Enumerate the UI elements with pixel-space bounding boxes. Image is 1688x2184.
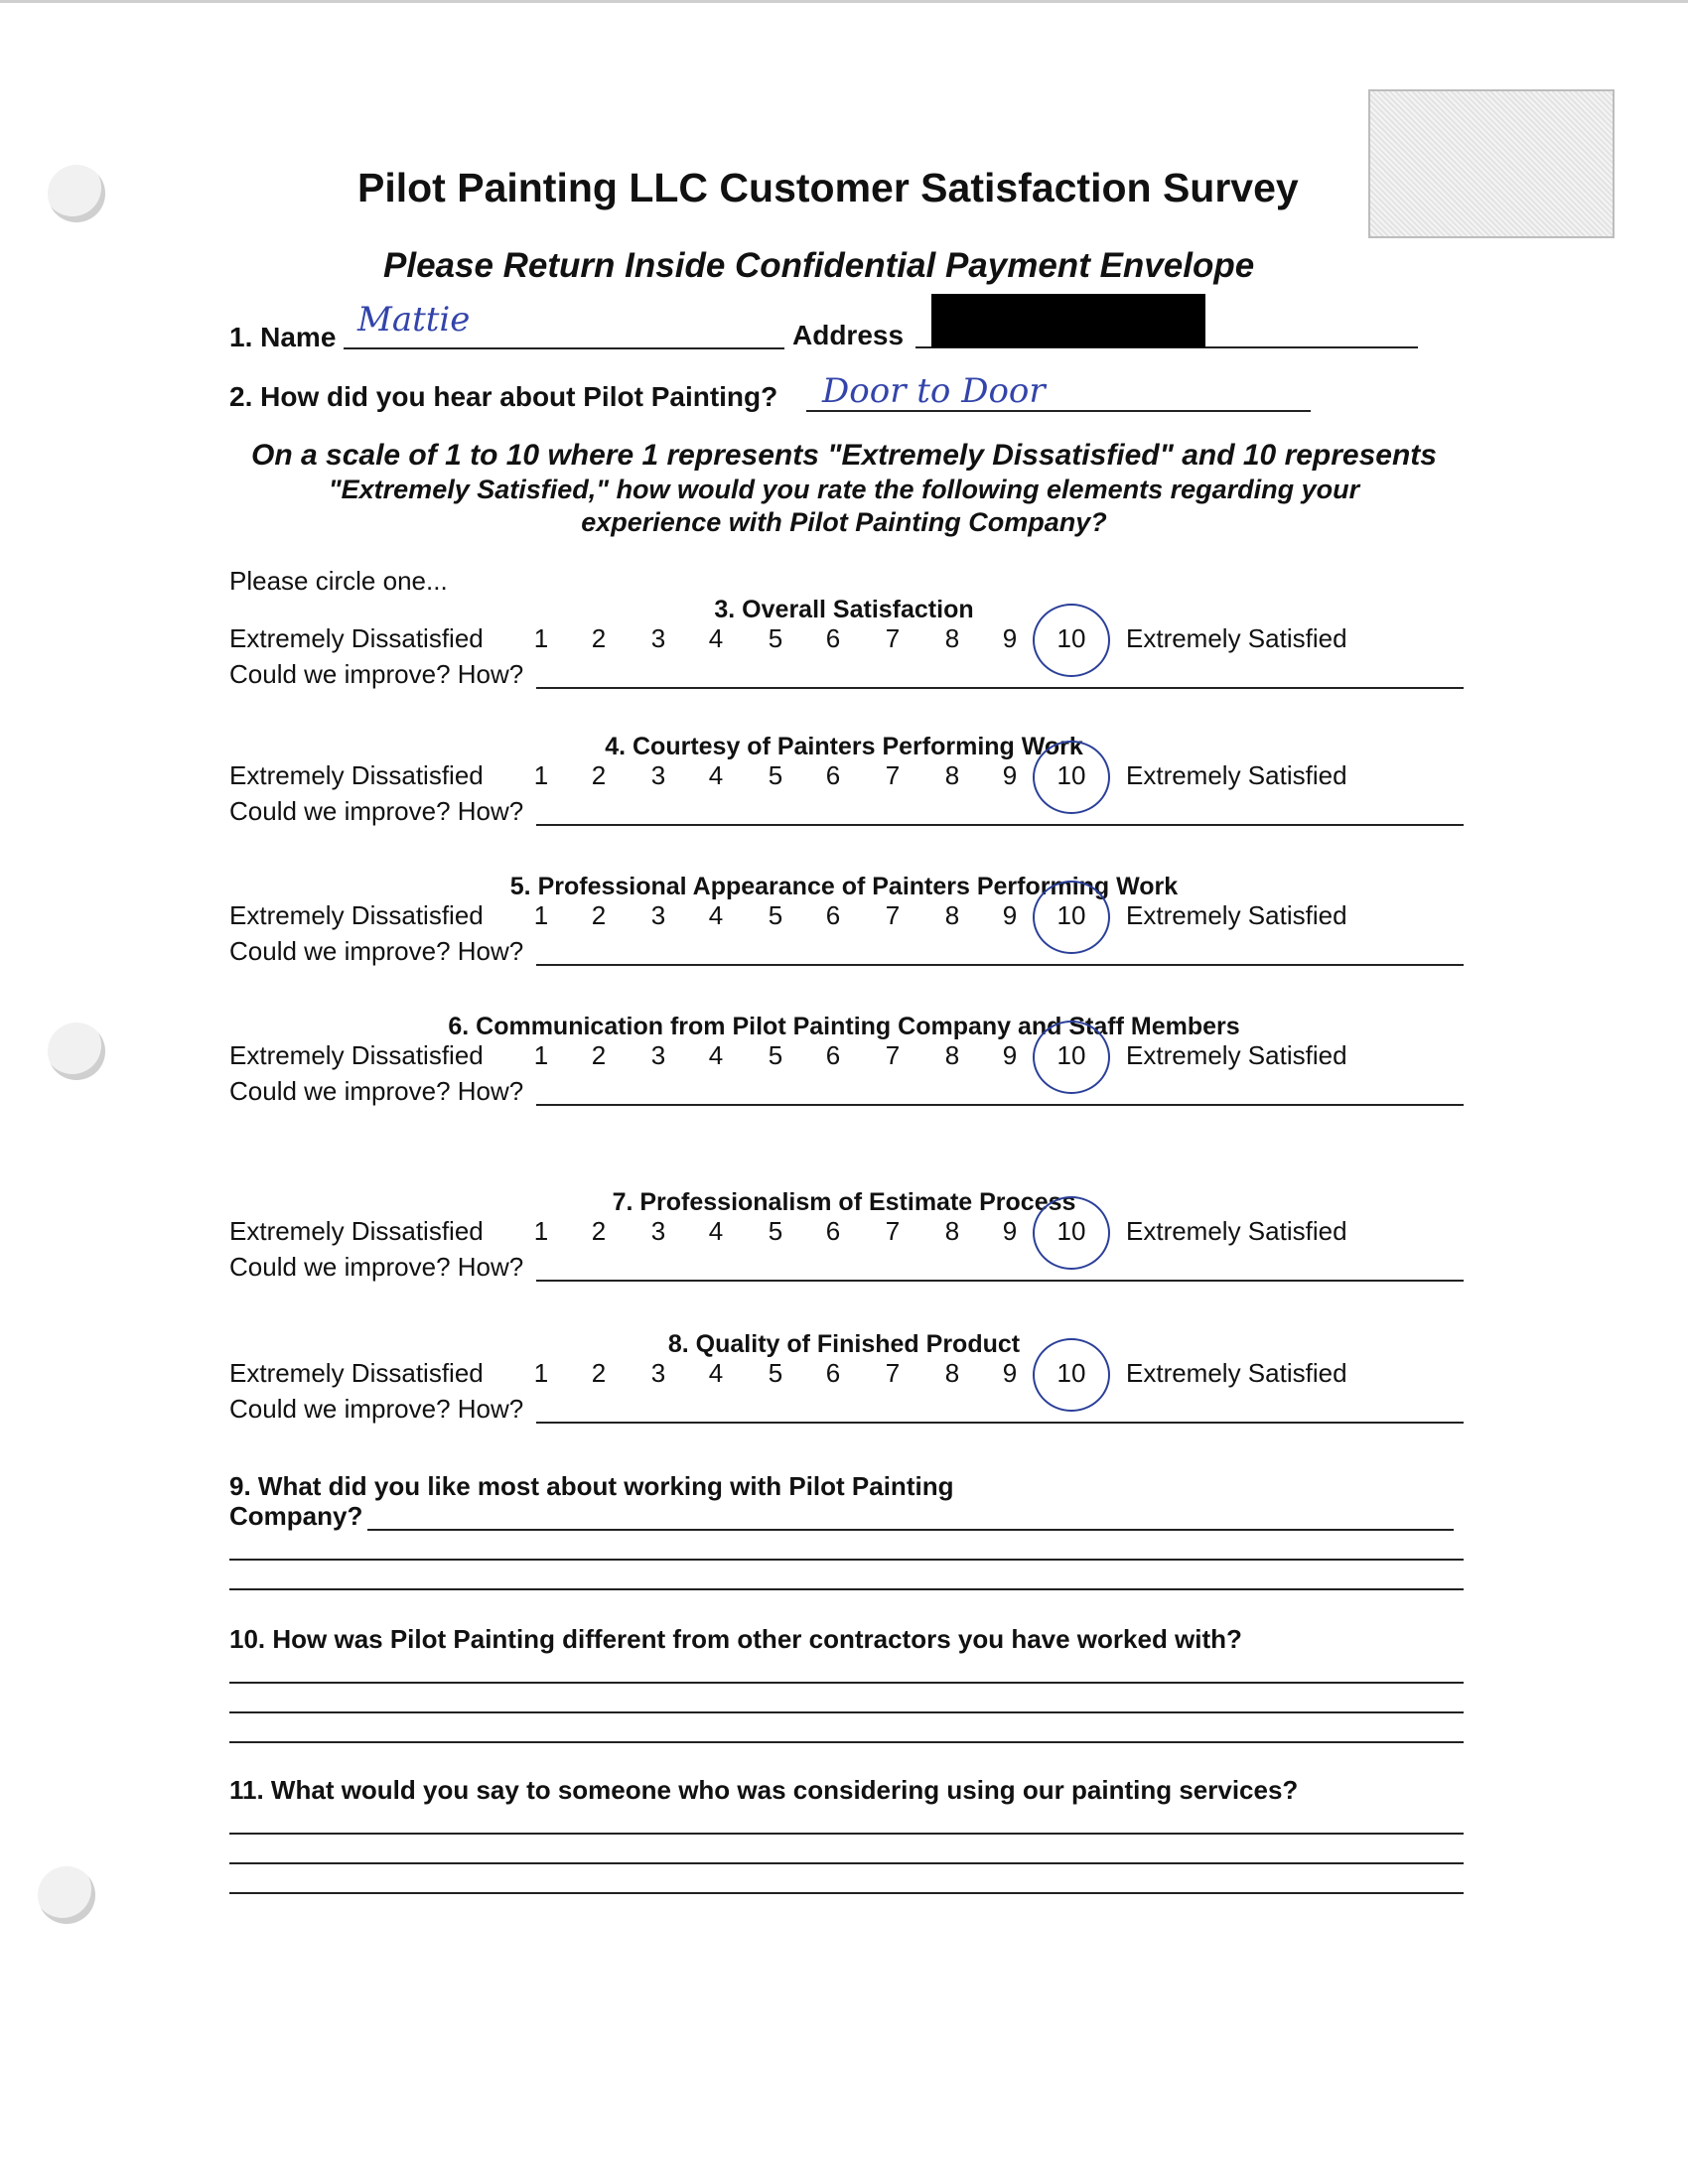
rating-option-1[interactable]: 1 xyxy=(533,1358,549,1388)
rating-option-10[interactable]: 10 xyxy=(1056,900,1086,930)
form-subtitle: Please Return Inside Confidential Payment Envelope xyxy=(383,246,1255,285)
rating-option-4[interactable]: 4 xyxy=(708,1040,724,1070)
rating-question-title: 7. Professionalism of Estimate Process xyxy=(612,1188,1076,1216)
scale-right-label: Extremely Satisfied xyxy=(1126,1216,1347,1246)
circle-prompt: Please circle one... xyxy=(229,566,448,596)
rating-option-7[interactable]: 7 xyxy=(885,1040,901,1070)
improve-answer-line[interactable] xyxy=(536,1422,1464,1424)
scale-right-label: Extremely Satisfied xyxy=(1126,1040,1347,1070)
rating-option-7[interactable]: 7 xyxy=(885,1358,901,1388)
rating-option-8[interactable]: 8 xyxy=(944,760,960,790)
rating-question-title: 4. Courtesy of Painters Performing Work xyxy=(605,733,1083,760)
rating-option-2[interactable]: 2 xyxy=(591,623,607,653)
improve-answer-line[interactable] xyxy=(536,687,1464,689)
rating-option-10[interactable]: 10 xyxy=(1056,1216,1086,1246)
rating-option-8[interactable]: 8 xyxy=(944,1040,960,1070)
rating-option-10[interactable]: 10 xyxy=(1056,1040,1086,1070)
rating-option-7[interactable]: 7 xyxy=(885,1216,901,1246)
q9-line-2: Company? xyxy=(229,1501,363,1531)
scale-right-label: Extremely Satisfied xyxy=(1126,760,1347,790)
q9-answer-line[interactable] xyxy=(229,1559,1464,1561)
q9-answer-line[interactable] xyxy=(229,1588,1464,1590)
improve-label: Could we improve? How? xyxy=(229,1252,524,1282)
binder-hole xyxy=(48,165,105,222)
rating-option-4[interactable]: 4 xyxy=(708,900,724,930)
q11-answer-line[interactable] xyxy=(229,1892,1464,1894)
improve-label: Could we improve? How? xyxy=(229,659,524,689)
rating-option-7[interactable]: 7 xyxy=(885,900,901,930)
rating-option-4[interactable]: 4 xyxy=(708,623,724,653)
scale-right-label: Extremely Satisfied xyxy=(1126,900,1347,930)
improve-label: Could we improve? How? xyxy=(229,1394,524,1424)
improve-answer-line[interactable] xyxy=(536,964,1464,966)
selected-rating-circle xyxy=(1033,1196,1110,1270)
rating-option-3[interactable]: 3 xyxy=(650,1216,666,1246)
scale-left-label: Extremely Dissatisfied xyxy=(229,1358,484,1388)
rating-option-5[interactable]: 5 xyxy=(768,1216,783,1246)
scale-right-label: Extremely Satisfied xyxy=(1126,1358,1347,1388)
improve-answer-line[interactable] xyxy=(536,1280,1464,1282)
rating-question-title: 5. Professional Appearance of Painters Performing Work xyxy=(509,873,1179,900)
rating-option-3[interactable]: 3 xyxy=(650,623,666,653)
rating-option-4[interactable]: 4 xyxy=(708,1216,724,1246)
scale-left-label: Extremely Dissatisfied xyxy=(229,900,484,930)
rating-option-8[interactable]: 8 xyxy=(944,1358,960,1388)
stamp-box xyxy=(1368,89,1615,238)
name-value[interactable]: Mattie xyxy=(357,300,471,340)
q9-answer-line[interactable] xyxy=(367,1529,1454,1531)
scale-left-label: Extremely Dissatisfied xyxy=(229,760,484,790)
form-title: Pilot Painting LLC Customer Satisfaction Survey xyxy=(357,165,1299,210)
rating-option-8[interactable]: 8 xyxy=(944,1216,960,1246)
rating-option-5[interactable]: 5 xyxy=(768,760,783,790)
rating-option-2[interactable]: 2 xyxy=(591,1040,607,1070)
rating-option-10[interactable]: 10 xyxy=(1056,760,1086,790)
improve-label: Could we improve? How? xyxy=(229,936,524,966)
q11-label: 11. What would you say to someone who was considering using our painting services? xyxy=(229,1775,1299,1805)
address-label: Address xyxy=(792,320,905,350)
rating-option-3[interactable]: 3 xyxy=(650,1358,666,1388)
rating-option-3[interactable]: 3 xyxy=(650,760,666,790)
selected-rating-circle xyxy=(1033,741,1110,814)
rating-option-5[interactable]: 5 xyxy=(768,900,783,930)
rating-option-8[interactable]: 8 xyxy=(944,623,960,653)
page-top-edge xyxy=(0,0,1688,3)
rating-option-9[interactable]: 9 xyxy=(1002,1216,1018,1246)
q9-line-1: 9. What did you like most about working with Pilot Painting xyxy=(229,1471,954,1501)
rating-option-9[interactable]: 9 xyxy=(1002,900,1018,930)
improve-label: Could we improve? How? xyxy=(229,796,524,826)
rating-option-6[interactable]: 6 xyxy=(825,760,841,790)
selected-rating-circle xyxy=(1033,1338,1110,1412)
selected-rating-circle xyxy=(1033,1021,1110,1094)
rating-option-6[interactable]: 6 xyxy=(825,1358,841,1388)
name-label: 1. Name xyxy=(229,322,337,352)
improve-answer-line[interactable] xyxy=(536,824,1464,826)
rating-option-10[interactable]: 10 xyxy=(1056,623,1086,653)
selected-rating-circle xyxy=(1033,881,1110,954)
q11-answer-line[interactable] xyxy=(229,1833,1464,1835)
rating-option-9[interactable]: 9 xyxy=(1002,1358,1018,1388)
rating-option-6[interactable]: 6 xyxy=(825,900,841,930)
intro-line-1: On a scale of 1 to 10 where 1 represents "Extremely Dissatisfied" and 10 represents xyxy=(251,439,1437,472)
intro-line-3: experience with Pilot Painting Company? xyxy=(581,507,1107,537)
improve-answer-line[interactable] xyxy=(536,1104,1464,1106)
rating-option-5[interactable]: 5 xyxy=(768,1040,783,1070)
rating-option-9[interactable]: 9 xyxy=(1002,760,1018,790)
rating-option-2[interactable]: 2 xyxy=(591,760,607,790)
address-redaction xyxy=(931,294,1205,347)
rating-option-9[interactable]: 9 xyxy=(1002,1040,1018,1070)
intro-line-2: "Extremely Satisfied," how would you rate the following elements regarding your xyxy=(328,475,1360,504)
rating-option-2[interactable]: 2 xyxy=(591,1358,607,1388)
rating-option-5[interactable]: 5 xyxy=(768,1358,783,1388)
scale-left-label: Extremely Dissatisfied xyxy=(229,623,484,653)
scale-left-label: Extremely Dissatisfied xyxy=(229,1040,484,1070)
rating-option-7[interactable]: 7 xyxy=(885,623,901,653)
rating-option-4[interactable]: 4 xyxy=(708,1358,724,1388)
binder-hole xyxy=(38,1866,95,1924)
rating-option-1[interactable]: 1 xyxy=(533,1040,549,1070)
q10-answer-line[interactable] xyxy=(229,1682,1464,1684)
rating-question-title: 8. Quality of Finished Product xyxy=(667,1330,1021,1358)
rating-option-7[interactable]: 7 xyxy=(885,760,901,790)
hear-value[interactable]: Door to Door xyxy=(822,371,1046,411)
rating-option-6[interactable]: 6 xyxy=(825,1040,841,1070)
rating-option-6[interactable]: 6 xyxy=(825,1216,841,1246)
rating-option-6[interactable]: 6 xyxy=(825,623,841,653)
scale-right-label: Extremely Satisfied xyxy=(1126,623,1347,653)
selected-rating-circle xyxy=(1033,604,1110,677)
rating-option-1[interactable]: 1 xyxy=(533,900,549,930)
rating-option-2[interactable]: 2 xyxy=(591,900,607,930)
rating-option-2[interactable]: 2 xyxy=(591,1216,607,1246)
q10-answer-line[interactable] xyxy=(229,1741,1464,1743)
improve-label: Could we improve? How? xyxy=(229,1076,524,1106)
q10-answer-line[interactable] xyxy=(229,1711,1464,1713)
rating-option-5[interactable]: 5 xyxy=(768,623,783,653)
rating-option-10[interactable]: 10 xyxy=(1056,1358,1086,1388)
rating-option-3[interactable]: 3 xyxy=(650,1040,666,1070)
hear-label: 2. How did you hear about Pilot Painting? xyxy=(229,381,778,412)
scale-left-label: Extremely Dissatisfied xyxy=(229,1216,484,1246)
q10-label: 10. How was Pilot Painting different from other contractors you have worked with? xyxy=(229,1624,1242,1654)
rating-option-8[interactable]: 8 xyxy=(944,900,960,930)
rating-option-9[interactable]: 9 xyxy=(1002,623,1018,653)
rating-option-1[interactable]: 1 xyxy=(533,760,549,790)
rating-question-title: 6. Communication from Pilot Painting Company and Staff Members xyxy=(448,1013,1240,1040)
rating-option-1[interactable]: 1 xyxy=(533,1216,549,1246)
name-line xyxy=(344,347,784,349)
rating-option-4[interactable]: 4 xyxy=(708,760,724,790)
rating-option-1[interactable]: 1 xyxy=(533,623,549,653)
rating-question-title: 3. Overall Satisfaction xyxy=(714,596,974,623)
rating-option-3[interactable]: 3 xyxy=(650,900,666,930)
q11-answer-line[interactable] xyxy=(229,1862,1464,1864)
